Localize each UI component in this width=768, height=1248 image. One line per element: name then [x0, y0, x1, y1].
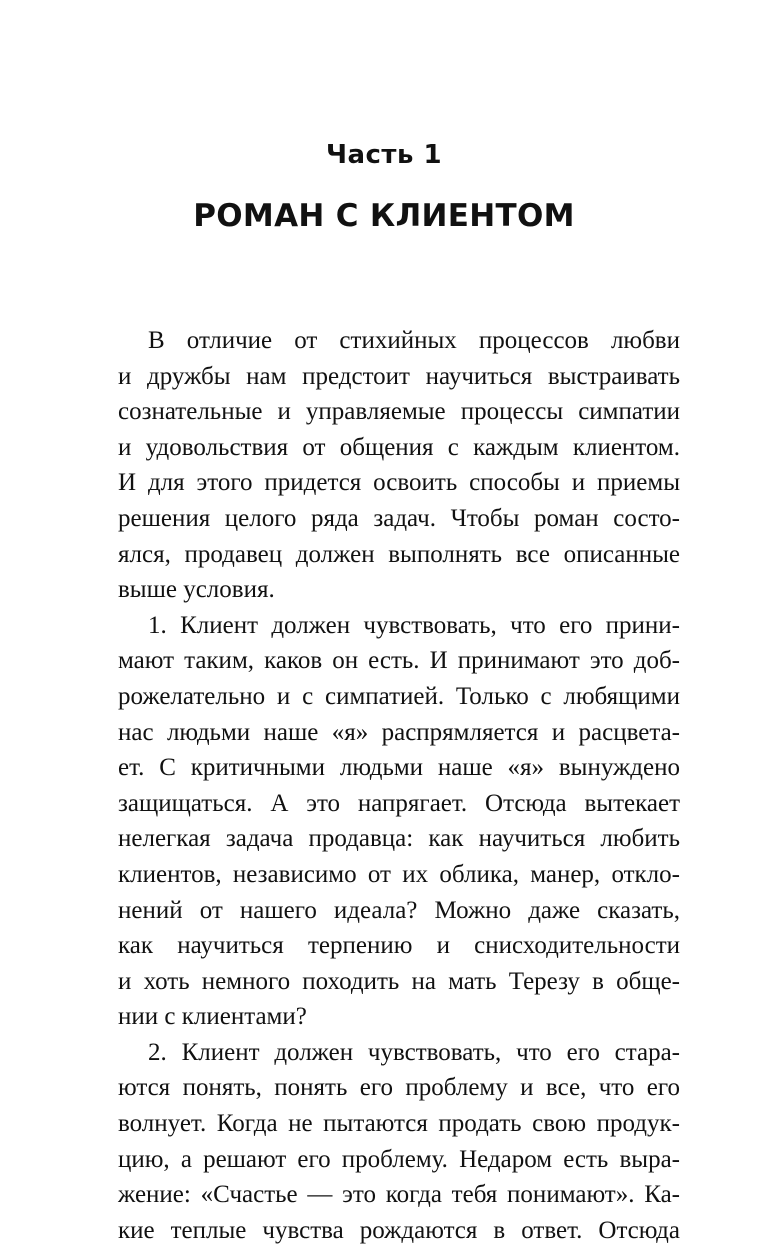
text-line: защищаться. А это напрягает. Отсюда вытекает — [118, 789, 680, 817]
text-body — [118, 323, 680, 1248]
text-line: И для этого придется освоить способы и приемы — [118, 469, 680, 497]
text-line: рожелательно и с симпатией. Только с любящими — [118, 682, 680, 710]
text-line: 1. Клиент должен чувствовать, что его прини- — [148, 611, 680, 639]
text-line: и удовольствия от общения с каждым клиентом. — [118, 433, 680, 461]
text-line: нелегкая задача продавца: как научиться любить — [118, 825, 680, 853]
text-line: сознательные и управляемые процессы симпатии — [118, 398, 680, 426]
text-line: жение: «Счастье — это когда тебя понимают». Ка- — [118, 1181, 680, 1209]
text-line: выше условия. — [118, 576, 275, 604]
text-line: 2. Клиент должен чувствовать, что его стара- — [148, 1038, 680, 1066]
text-line: решения целого ряда задач. Чтобы роман состо- — [118, 504, 680, 532]
text-line: мают таким, каков он есть. И принимают это доб- — [118, 647, 680, 675]
text-line: нии с клиентами? — [118, 1003, 307, 1031]
text-line: ются понять, понять его проблему и все, что его — [118, 1074, 680, 1102]
text-line: клиентов, независимо от их облика, манер, откло- — [118, 860, 680, 888]
text-line: нений от нашего идеала? Можно даже сказать, — [118, 896, 680, 924]
part-label: Часть 1 — [325, 140, 443, 170]
text-line: и дружбы нам предстоит научиться выстраивать — [118, 362, 680, 390]
text-line: волнует. Когда не пытаются продать свою продук- — [118, 1110, 680, 1138]
part-title: РОМАН С КЛИЕНТОМ — [193, 198, 575, 234]
text-line: ет. С критичными людьми наше «я» вынуждено — [118, 754, 680, 782]
text-line: нас людьми наше «я» распрямляется и расцвета- — [118, 718, 680, 746]
text-line: ялся, продавец должен выполнять все описанные — [118, 540, 680, 568]
text-line: как научиться терпению и снисходительности — [118, 932, 680, 960]
text-line: кие теплые чувства рождаются в ответ. Отсюда — [118, 1216, 680, 1244]
text-line: и хоть немного походить на мать Терезу в обще- — [118, 967, 680, 995]
text-line: В отличие от стихийных процессов любви — [148, 327, 680, 354]
text-line: цию, а решают его проблему. Недаром есть выра- — [118, 1145, 680, 1173]
